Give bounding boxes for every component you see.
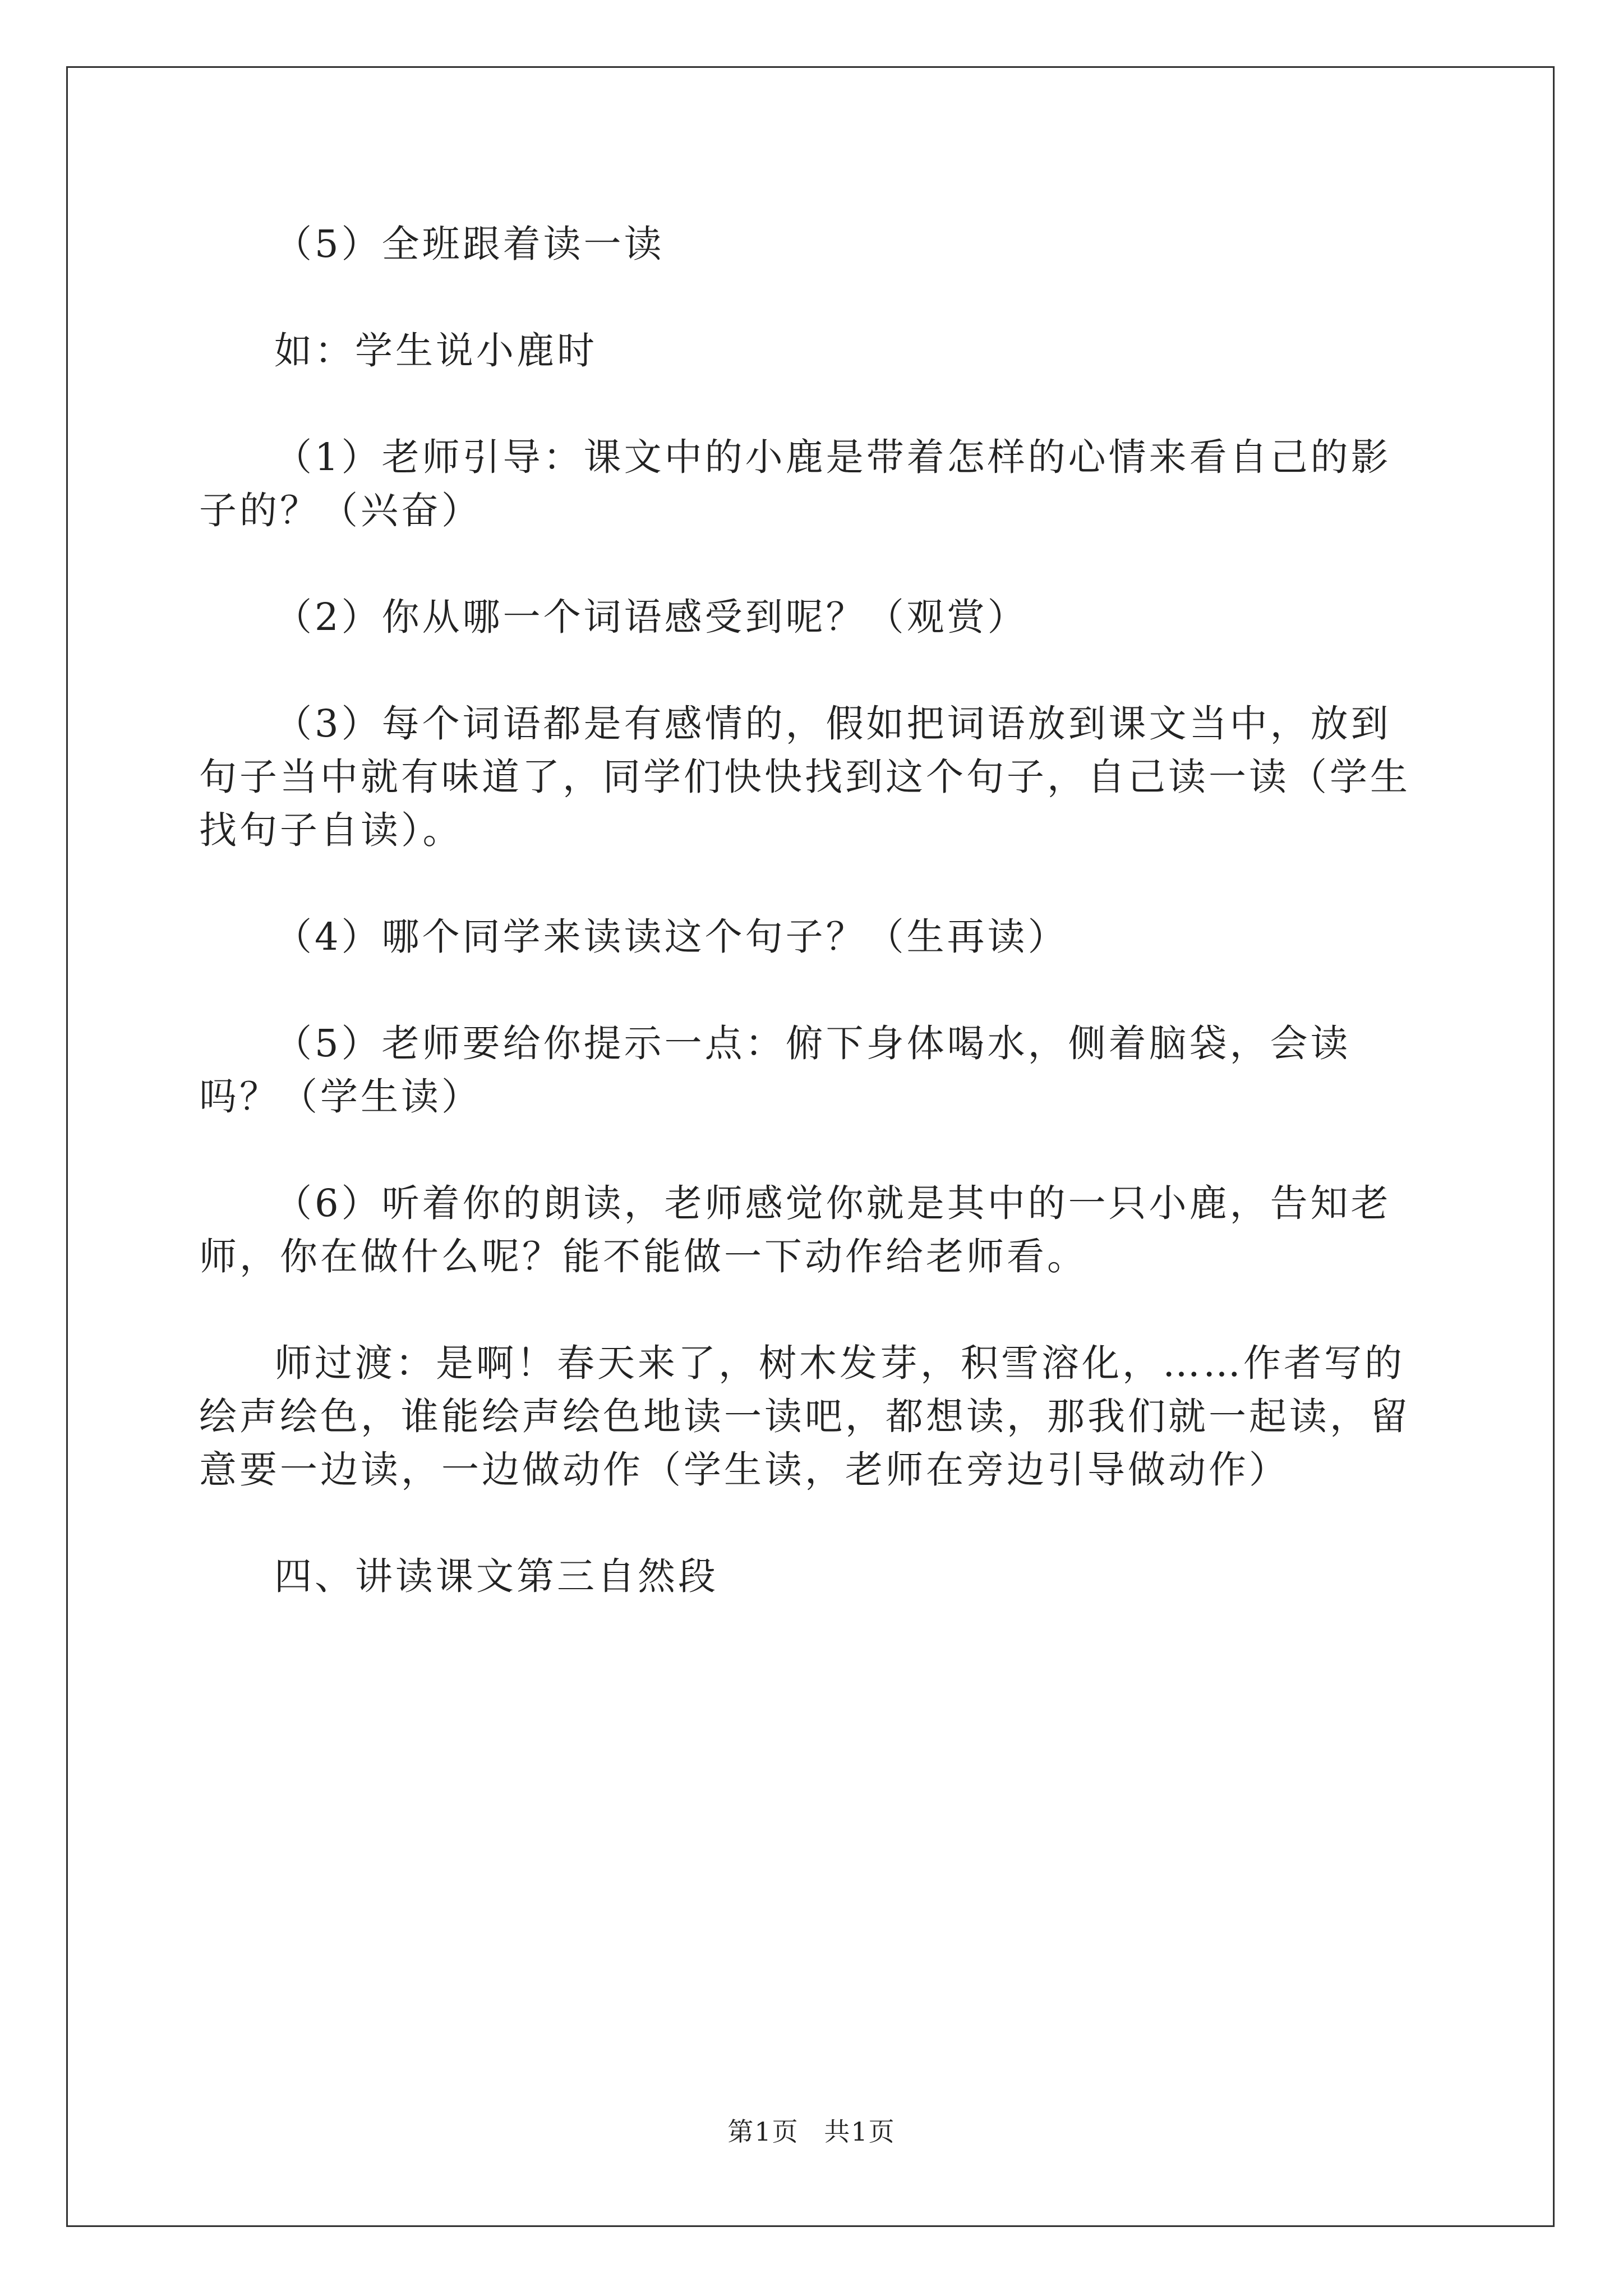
paragraph: 如：学生说小鹿时	[274, 329, 597, 372]
paragraph: （5）全班跟着读一读	[274, 222, 665, 266]
paragraph: （4）哪个同学来读读这个句子？（生再读）	[274, 915, 1068, 959]
page-total: 共1页	[824, 2116, 896, 2147]
paragraph: （1）老师引导：课文中的小鹿是带着怎样的心情来看自己的影子的？（兴奋）	[199, 435, 1391, 532]
paragraph: （5）老师要给你提示一点：俯下身体喝水，侧着脑袋，会读吗？（学生读）	[199, 1022, 1351, 1119]
section-heading: 四、讲读课文第三自然段	[274, 1554, 718, 1598]
page-number: 第1页	[727, 2116, 799, 2147]
paragraph: （3）每个词语都是有感情的，假如把词语放到课文当中，放到句子当中就有味道了，同学们快快找到这个句子，自己读一读（学生找句子自读）。	[199, 702, 1410, 852]
page-footer	[0, 2115, 1623, 2148]
document-body	[199, 218, 1424, 1657]
paragraph: （6）听着你的朗读，老师感觉你就是其中的一只小鹿，告知老师，你在做什么呢？能不能做一下动作给老师看。	[199, 1181, 1391, 1278]
paragraph: 师过渡：是啊！春天来了，树木发芽，积雪溶化，……作者写的绘声绘色，谁能绘声绘色地读一读吧，都想读，那我们就一起读，留意要一边读，一边做动作（学生读，老师在旁边引导做动作）	[199, 1341, 1410, 1492]
paragraph: （2）你从哪一个词语感受到呢？（观赏）	[274, 595, 1028, 639]
